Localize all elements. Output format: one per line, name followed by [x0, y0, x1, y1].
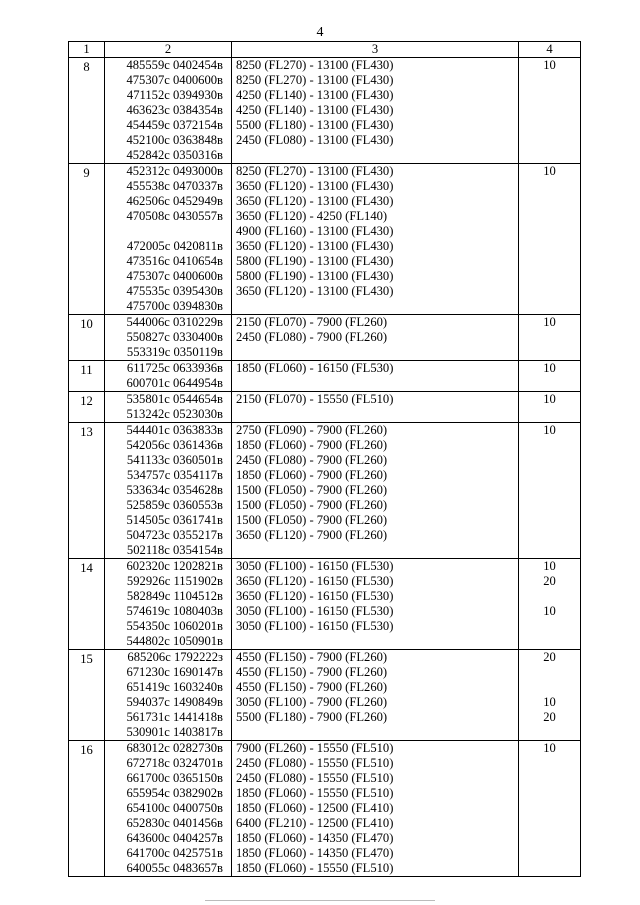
coordinate-line: 661700с 0365150в: [126, 771, 223, 785]
coordinate-line: 525859с 0360553в: [126, 498, 223, 512]
value-line: [519, 179, 580, 194]
value-line: [519, 513, 580, 528]
value-line: 10: [543, 559, 556, 573]
coordinate-line: 611725с 0633936в: [126, 361, 223, 375]
coordinate-line: 640055с 0483657в: [126, 861, 223, 875]
altitude-line: 8250 (FL270) - 13100 (FL430): [236, 164, 394, 178]
altitude-line: 2450 (FL080) - 15550 (FL510): [236, 771, 394, 785]
coordinate-line: 553319с 0350119в: [126, 345, 223, 359]
coordinates-cell: [105, 650, 232, 741]
table-row: [69, 315, 581, 361]
row-number-cell: 9: [69, 164, 105, 315]
value-line: [519, 73, 580, 88]
altitude-line: 4550 (FL150) - 7900 (FL260): [236, 680, 388, 694]
altitude-line: [236, 407, 518, 422]
coordinate-line: 561731с 1441418в: [126, 710, 223, 724]
altitude-line: 3050 (FL100) - 16150 (FL530): [236, 604, 394, 618]
value-line: [519, 407, 580, 422]
row-number-cell: 13: [69, 423, 105, 559]
coordinates-cell: [105, 423, 232, 559]
altitude-line: 2450 (FL080) - 7900 (FL260): [236, 330, 388, 344]
altitude-line: 2750 (FL090) - 7900 (FL260): [236, 423, 388, 437]
coordinate-line: 541133с 0360501в: [126, 453, 223, 467]
value-line: [519, 269, 580, 284]
altitude-cell: [232, 559, 519, 650]
altitude-line: 5800 (FL190) - 13100 (FL430): [236, 269, 394, 283]
altitude-line: [236, 345, 518, 360]
altitude-cell: [232, 392, 519, 423]
coordinates-cell: [105, 741, 232, 877]
altitude-line: 4250 (FL140) - 13100 (FL430): [236, 88, 394, 102]
value-cell: [519, 650, 581, 741]
coordinate-line: 452842с 0350316в: [126, 148, 223, 162]
altitude-line: 4550 (FL150) - 7900 (FL260): [236, 650, 388, 664]
table-row: [69, 392, 581, 423]
altitude-line: [236, 725, 518, 740]
coordinates-cell: [105, 164, 232, 315]
value-line: 10: [543, 392, 556, 406]
row-number-cell: 11: [69, 361, 105, 392]
coordinates-cell: [105, 392, 232, 423]
value-cell: [519, 315, 581, 361]
coordinate-line: 530901с 1403817в: [126, 725, 223, 739]
value-line: [519, 543, 580, 558]
row-number-cell: 10: [69, 315, 105, 361]
altitude-cell: [232, 315, 519, 361]
altitude-cell: [232, 58, 519, 164]
value-line: 10: [543, 164, 556, 178]
coordinate-line: 473516с 0410654в: [126, 254, 223, 268]
row-number-cell: 14: [69, 559, 105, 650]
value-cell: [519, 423, 581, 559]
altitude-line: 5500 (FL180) - 7900 (FL260): [236, 710, 388, 724]
altitude-line: 3650 (FL120) - 13100 (FL430): [236, 179, 394, 193]
altitude-cell: [232, 741, 519, 877]
altitude-line: [236, 148, 518, 163]
coordinate-line: 672718с 0324701в: [126, 756, 223, 770]
altitude-line: 1850 (FL060) - 14350 (FL470): [236, 831, 394, 845]
value-line: [519, 376, 580, 391]
value-line: 10: [543, 741, 556, 755]
altitude-line: 2450 (FL080) - 7900 (FL260): [236, 453, 388, 467]
value-line: [519, 771, 580, 786]
coordinate-line: 471152с 0394930в: [126, 88, 223, 102]
altitude-line: 1850 (FL060) - 16150 (FL530): [236, 361, 394, 375]
row-number-cell: 12: [69, 392, 105, 423]
page-number: 4: [316, 25, 324, 40]
altitude-line: [236, 634, 518, 649]
value-line: [519, 453, 580, 468]
coordinate-line: 550827с 0330400в: [126, 330, 223, 344]
table-row: [69, 741, 581, 877]
altitude-line: 4900 (FL160) - 13100 (FL430): [236, 224, 394, 238]
coordinate-line: 651419с 1603240в: [126, 680, 223, 694]
value-line: 20: [543, 574, 556, 588]
altitude-line: 1850 (FL060) - 15550 (FL510): [236, 861, 394, 875]
value-cell: [519, 392, 581, 423]
coordinate-line: 542056с 0361436в: [126, 438, 223, 452]
altitude-line: 3650 (FL120) - 4250 (FL140): [236, 209, 388, 223]
value-line: [519, 634, 580, 649]
altitude-line: [236, 543, 518, 558]
coordinate-line: 641700с 0425751в: [126, 846, 223, 860]
coordinate-line: 602320с 1202821в: [126, 559, 223, 573]
value-line: [519, 665, 580, 680]
value-line: [519, 148, 580, 163]
value-line: 20: [543, 650, 556, 664]
altitude-line: 6400 (FL210) - 12500 (FL410): [236, 816, 394, 830]
table-row: [69, 164, 581, 315]
coordinate-line: 554350с 1060201в: [126, 619, 223, 633]
value-line: [519, 725, 580, 740]
coordinate-line: 454459с 0372154в: [126, 118, 223, 132]
value-line: [519, 831, 580, 846]
value-line: [519, 801, 580, 816]
table-header-row: [69, 42, 581, 58]
altitude-line: 4250 (FL140) - 13100 (FL430): [236, 103, 394, 117]
value-cell: [519, 741, 581, 877]
coordinate-line: 544006с 0310229в: [126, 315, 223, 329]
value-line: [519, 103, 580, 118]
coordinate-line: 502118с 0354154в: [126, 543, 223, 557]
altitude-line: 3650 (FL120) - 13100 (FL430): [236, 239, 394, 253]
value-line: 10: [543, 604, 556, 618]
table-row: [69, 58, 581, 164]
coordinate-line: 452312с 0493000в: [126, 164, 223, 178]
table-row: [69, 650, 581, 741]
altitude-line: 3650 (FL120) - 7900 (FL260): [236, 528, 388, 542]
header-col-3: 3: [232, 42, 519, 58]
altitude-line: 5500 (FL180) - 13100 (FL430): [236, 118, 394, 132]
altitude-line: 3650 (FL120) - 16150 (FL530): [236, 574, 394, 588]
coordinate-line: 685206с 1792222з: [127, 650, 223, 664]
value-cell: [519, 164, 581, 315]
table-row: [69, 423, 581, 559]
coordinate-line: 533634с 0354628в: [126, 483, 223, 497]
altitude-cell: [232, 650, 519, 741]
altitude-line: 2150 (FL070) - 7900 (FL260): [236, 315, 388, 329]
coordinate-line: 654100с 0400750в: [126, 801, 223, 815]
altitude-line: [236, 376, 518, 391]
row-number-cell: 8: [69, 58, 105, 164]
value-cell: [519, 559, 581, 650]
value-line: [519, 254, 580, 269]
altitude-line: 3650 (FL120) - 16150 (FL530): [236, 589, 394, 603]
altitude-cell: [232, 361, 519, 392]
value-line: [519, 483, 580, 498]
coordinates-cell: [105, 58, 232, 164]
value-line: [519, 861, 580, 876]
header-col-4: 4: [519, 42, 581, 58]
coordinate-line: 452100с 0363848в: [126, 133, 223, 147]
value-line: [519, 498, 580, 513]
value-line: [519, 345, 580, 360]
coordinate-line: 470508с 0430557в: [126, 209, 223, 223]
coordinate-line: 475307с 0400600в: [126, 73, 223, 87]
coordinate-line: 462506с 0452949в: [126, 194, 223, 208]
value-line: [519, 118, 580, 133]
coordinate-line: 513242с 0523030в: [126, 407, 223, 421]
coordinate-line: 655954с 0382902в: [126, 786, 223, 800]
row-number-cell: 16: [69, 741, 105, 877]
value-line: [519, 194, 580, 209]
coordinates-cell: [105, 559, 232, 650]
altitude-line: 5800 (FL190) - 13100 (FL430): [236, 254, 394, 268]
value-line: 10: [543, 423, 556, 437]
altitude-line: 3650 (FL120) - 13100 (FL430): [236, 284, 394, 298]
coordinate-line: 582849с 1104512в: [126, 589, 223, 603]
altitude-line: 2450 (FL080) - 15550 (FL510): [236, 756, 394, 770]
value-line: [519, 438, 580, 453]
value-line: 10: [543, 315, 556, 329]
coordinate-line: 652830с 0401456в: [126, 816, 223, 830]
altitude-line: 1850 (FL060) - 7900 (FL260): [236, 438, 388, 452]
altitude-line: [236, 299, 518, 314]
coordinate-line: 683012с 0282730в: [126, 741, 223, 755]
altitude-line: 1850 (FL060) - 14350 (FL470): [236, 846, 394, 860]
altitude-line: 1500 (FL050) - 7900 (FL260): [236, 498, 388, 512]
altitude-line: 2450 (FL080) - 13100 (FL430): [236, 133, 394, 147]
bottom-rule: [205, 900, 435, 901]
altitude-line: 8250 (FL270) - 13100 (FL430): [236, 73, 394, 87]
value-line: [519, 786, 580, 801]
value-line: [519, 846, 580, 861]
coordinate-line: 504723с 0355217в: [126, 528, 223, 542]
coordinates-cell: [105, 361, 232, 392]
altitude-line: 1850 (FL060) - 12500 (FL410): [236, 801, 394, 815]
table-row: [69, 559, 581, 650]
coordinate-line: 475307с 0400600в: [126, 269, 223, 283]
altitude-cell: [232, 423, 519, 559]
coordinate-line: 574619с 1080403в: [126, 604, 223, 618]
value-line: [519, 330, 580, 345]
value-line: [519, 284, 580, 299]
coordinate-line: 594037с 1490849в: [126, 695, 223, 709]
altitude-line: 3650 (FL120) - 13100 (FL430): [236, 194, 394, 208]
coordinate-line: 544802с 1050901в: [126, 634, 223, 648]
value-line: [519, 299, 580, 314]
altitude-line: 3050 (FL100) - 16150 (FL530): [236, 619, 394, 633]
coordinate-line: 455538с 0470337в: [126, 179, 223, 193]
altitude-line: 3050 (FL100) - 7900 (FL260): [236, 695, 388, 709]
coordinate-line: 514505с 0361741в: [126, 513, 223, 527]
altitude-line: 2150 (FL070) - 15550 (FL510): [236, 392, 394, 406]
coordinate-line: 592926с 1151902в: [126, 574, 223, 588]
value-line: [519, 589, 580, 604]
altitude-line: 3050 (FL100) - 16150 (FL530): [236, 559, 394, 573]
coordinate-line: 535801с 0544654в: [126, 392, 223, 406]
coordinate-line: 475535с 0395430в: [126, 284, 223, 298]
value-line: 10: [543, 695, 556, 709]
coordinate-line: 544401с 0363833в: [126, 423, 223, 437]
altitude-line: 1850 (FL060) - 15550 (FL510): [236, 786, 394, 800]
value-cell: [519, 361, 581, 392]
coordinate-line: 643600с 0404257в: [126, 831, 223, 845]
value-line: [519, 88, 580, 103]
value-line: [519, 209, 580, 224]
value-line: 10: [543, 58, 556, 72]
coordinate-line: 463623с 0384354в: [126, 103, 223, 117]
coordinate-line: [105, 224, 223, 239]
altitude-line: 1500 (FL050) - 7900 (FL260): [236, 483, 388, 497]
coordinate-line: 534757с 0354117в: [126, 468, 223, 482]
value-line: [519, 239, 580, 254]
altitude-line: 7900 (FL260) - 15550 (FL510): [236, 741, 394, 755]
altitude-line: 8250 (FL270) - 13100 (FL430): [236, 58, 394, 72]
header-col-1: 1: [69, 42, 105, 58]
airspace-table: [68, 41, 581, 877]
coordinate-line: 485559с 0402454в: [126, 58, 223, 72]
altitude-line: 1850 (FL060) - 7900 (FL260): [236, 468, 388, 482]
value-line: [519, 528, 580, 543]
coordinate-line: 472005с 0420811в: [126, 239, 223, 253]
value-line: [519, 224, 580, 239]
row-number-cell: 15: [69, 650, 105, 741]
value-line: [519, 816, 580, 831]
altitude-cell: [232, 164, 519, 315]
value-line: [519, 133, 580, 148]
value-cell: [519, 58, 581, 164]
altitude-line: 1500 (FL050) - 7900 (FL260): [236, 513, 388, 527]
coordinate-line: 671230с 1690147в: [126, 665, 223, 679]
value-line: 20: [543, 710, 556, 724]
altitude-line: 4550 (FL150) - 7900 (FL260): [236, 665, 388, 679]
table-row: [69, 361, 581, 392]
header-col-2: 2: [105, 42, 232, 58]
coordinates-cell: [105, 315, 232, 361]
coordinate-line: 600701с 0644954в: [126, 376, 223, 390]
value-line: [519, 680, 580, 695]
value-line: [519, 468, 580, 483]
value-line: 10: [543, 361, 556, 375]
value-line: [519, 619, 580, 634]
coordinate-line: 475700с 0394830в: [126, 299, 223, 313]
value-line: [519, 756, 580, 771]
